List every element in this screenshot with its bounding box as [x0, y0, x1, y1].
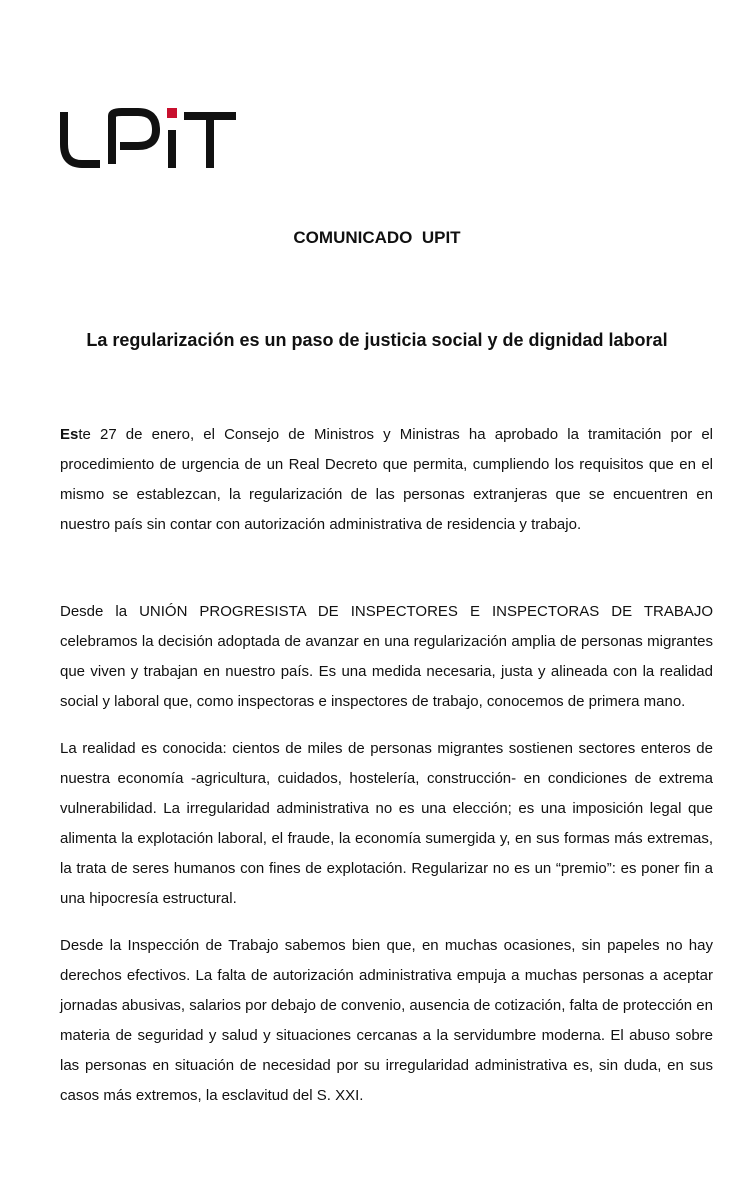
paragraph-1 [60, 420, 713, 540]
paragraph-1-bold: Es [60, 426, 79, 443]
paragraph-1-text: te 27 de enero, el Consejo de Ministros y Ministras ha aprobado la tramitación por el procedimiento de urgencia de un Real Decreto que permita, cumpliendo los requisitos que en el mismo se establezcan, la regularización de las personas extranjeras que se encuentren en nuestro país sin contar con autorización administrativa de residencia y trabajo. [60, 426, 713, 533]
paragraph-4: Desde la Inspección de Trabajo sabemos bien que, en muchas ocasiones, sin papeles no hay derechos efectivos. La falta de autorización administrativa empuja a muchas personas a aceptar jornadas abusivas, salarios por debajo de convenio, ausencia de cotización, falta de protección en materia de seguridad y salud y situaciones cercanas a la servidumbre moderna. El abuso sobre las personas en situación de necesidad por su irregularidad administrativa es, sin duda, en sus casos más extremos, la esclavitud del S. XXI. [60, 937, 713, 1104]
paragraph-2: Desde la UNIÓN PROGRESISTA DE INSPECTORES E INSPECTORAS DE TRABAJO celebramos la decisión adoptada de avanzar en una regularización amplia de personas migrantes que viven y trabajan en nuestro país. Es una medida necesaria, justa y alineada con la realidad social y laboral que, como inspectoras e inspectores de trabajo, conocemos de primera mano. [60, 603, 713, 710]
upit-logo-mark [60, 104, 240, 168]
paragraph-3: La realidad es conocida: cientos de miles de personas migrantes sostienen sectores enteros de nuestra economía -agricultura, cuidados, hostelería, construcción- en condiciones de extrema vulnerabilidad. La irregularidad administrativa no es una elección; es una imposición legal que alimenta la explotación laboral, el fraude, la economía sumergida y, en sus formas más extremas, la trata de seres humanos con fines de explotación. Regularizar no es un “premio”: es poner fin a una hipocresía estructural. [60, 740, 713, 907]
page-title: COMUNICADO UPIT [293, 228, 461, 247]
page-subtitle: La regularización es un paso de justicia social y de dignidad laboral [86, 330, 668, 350]
upit-logo [60, 104, 240, 168]
